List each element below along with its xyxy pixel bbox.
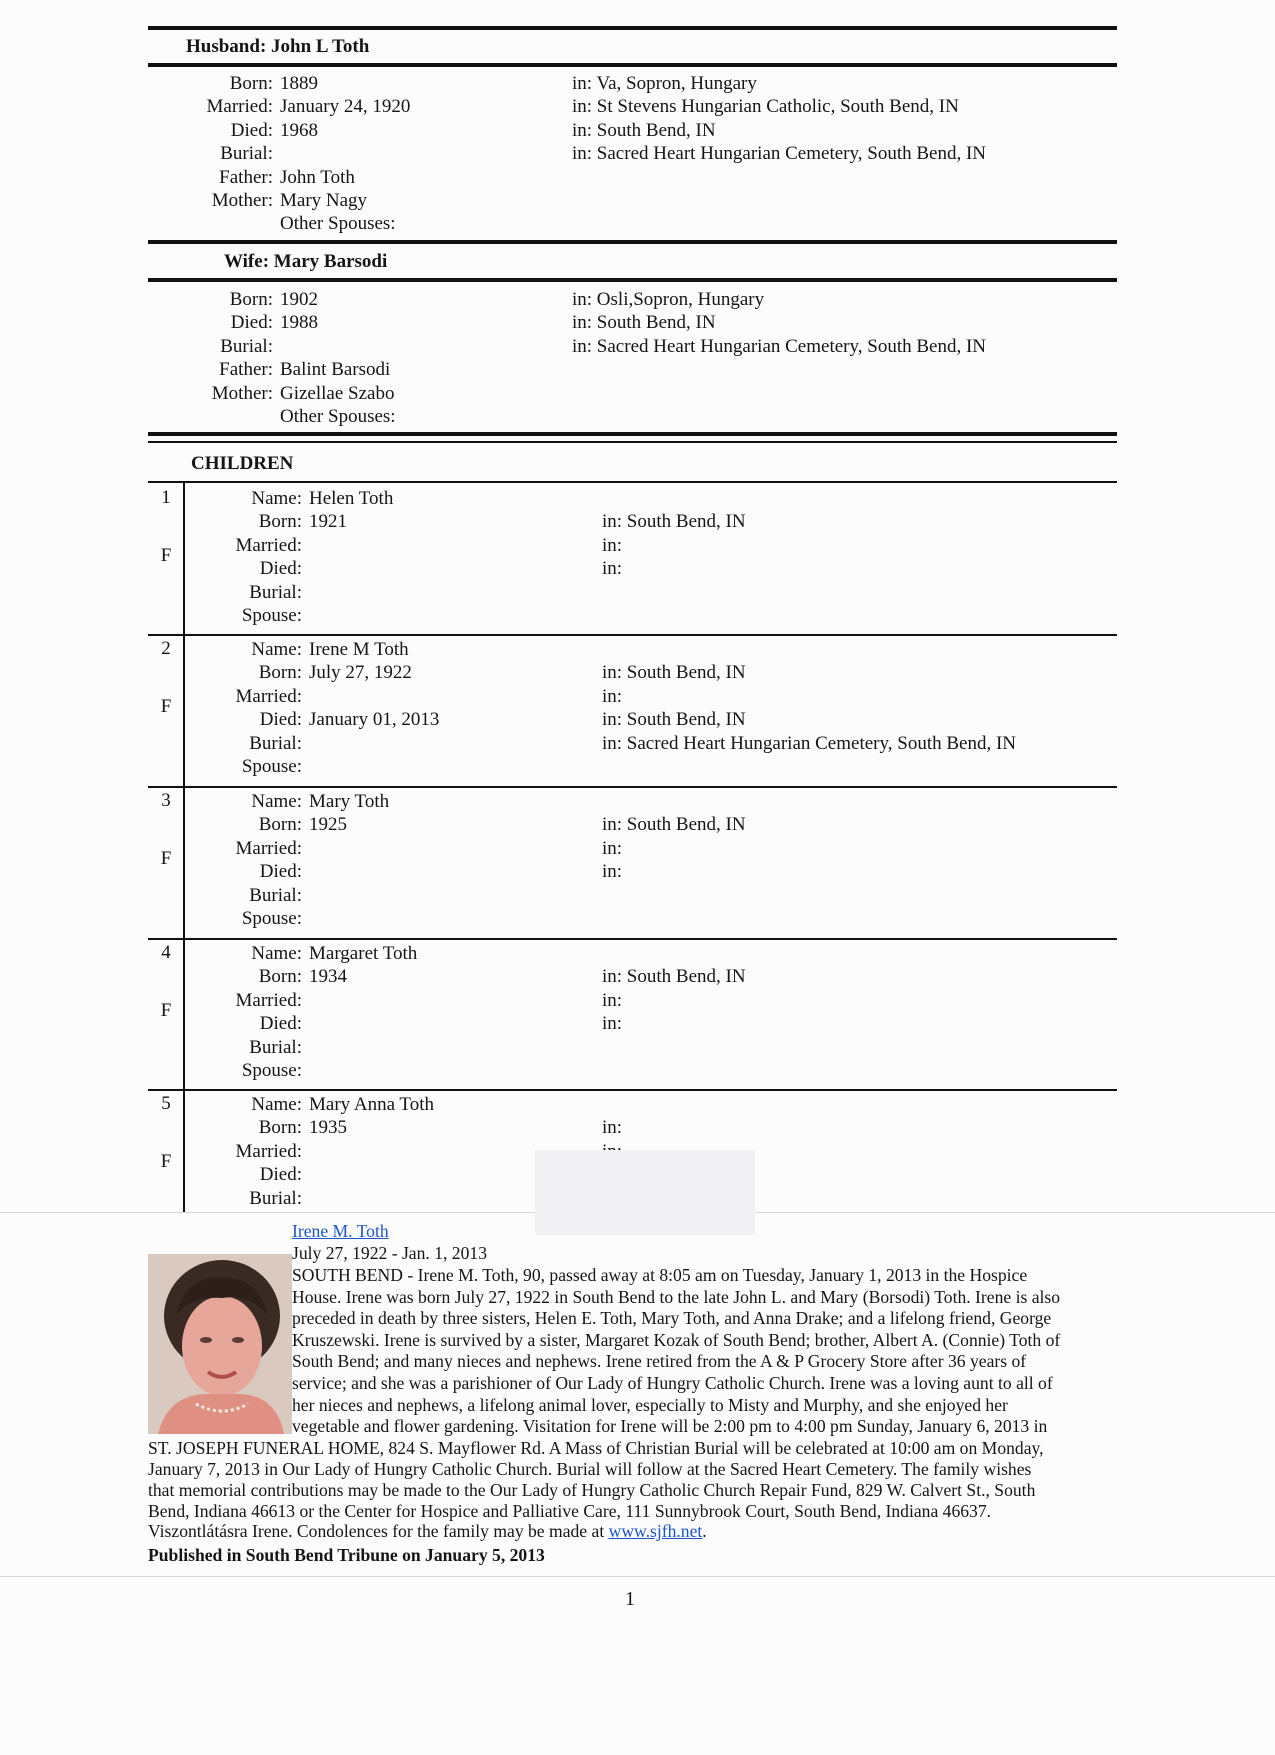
child-row-label: Married: bbox=[235, 837, 302, 859]
child-column-divider bbox=[183, 786, 185, 938]
husband-row-place: in: South Bend, IN bbox=[572, 119, 716, 141]
child-row-label: Died: bbox=[259, 861, 302, 883]
obituary-name-link[interactable]: Irene M. Toth bbox=[292, 1221, 389, 1241]
child-sex: F bbox=[160, 545, 172, 566]
child-row-label: Died: bbox=[259, 1013, 302, 1035]
child-row-place: in: bbox=[602, 1117, 623, 1139]
child-row-label: Name: bbox=[251, 791, 302, 812]
child-row-label: Born: bbox=[258, 966, 302, 988]
obituary-line: House. Irene was born July 27, 1922 in South Bend to the late John L. and Mary (Borsodi) Toth. Irene is also bbox=[292, 1286, 1061, 1307]
child-row-place: in: bbox=[602, 558, 623, 580]
child-row-label: Died: bbox=[259, 558, 302, 580]
child-row-value: Margaret Toth bbox=[309, 943, 418, 964]
wife-top-rule bbox=[148, 240, 1117, 244]
top-rule bbox=[148, 26, 1117, 30]
child-row-value: July 27, 1922 bbox=[309, 662, 412, 684]
paper-smudge bbox=[535, 1150, 755, 1235]
wife-heading bbox=[224, 251, 387, 273]
husband-row-place: in: Va, Sopron, Hungary bbox=[572, 73, 757, 94]
child-row-value: 1935 bbox=[309, 1117, 347, 1139]
husband-heading-label: Husband: bbox=[186, 36, 267, 57]
child-row-place: in: bbox=[602, 989, 623, 1011]
husband-row-value: John Toth bbox=[280, 166, 355, 188]
child-row-label: Burial: bbox=[249, 884, 302, 906]
child-column-divider bbox=[183, 483, 185, 634]
child-row-label: Died: bbox=[259, 1164, 302, 1186]
obituary-line: service; and she was a parishioner of Our Lady of Hungry Catholic Church. Irene was a loving aunt to all of bbox=[292, 1373, 1053, 1393]
child-sex: F bbox=[160, 1000, 172, 1021]
obituary-line: vegetable and flower gardening. Visitation for Irene will be 2:00 pm to 4:00 pm Sunday, January 6, 2013 in bbox=[292, 1416, 1048, 1437]
wife-row-place: in: South Bend, IN bbox=[572, 312, 716, 334]
wife-row-label: Born: bbox=[229, 289, 273, 310]
husband-row-place: in: St Stevens Hungarian Catholic, South Bend, IN bbox=[572, 96, 959, 118]
wife-row-label: Mother: bbox=[211, 382, 273, 404]
child-number: 2 bbox=[161, 638, 171, 659]
child-row-label: Married: bbox=[235, 1140, 302, 1162]
wife-heading-label: Wife: bbox=[224, 251, 270, 272]
child-row-label: Burial: bbox=[249, 1036, 302, 1058]
child-row-value: January 01, 2013 bbox=[309, 709, 440, 731]
child-row-label: Died: bbox=[259, 709, 302, 731]
obituary-line: SOUTH BEND - Irene M. Toth, 90, passed away at 8:05 am on Tuesday, January 1, 2013 in the Hospice bbox=[292, 1265, 1028, 1285]
husband-row-value: 1889 bbox=[280, 73, 318, 94]
child-row-value: 1934 bbox=[309, 966, 347, 988]
child-row-label: Married: bbox=[235, 685, 302, 707]
child-number: 1 bbox=[161, 487, 171, 508]
child-row-label: Married: bbox=[235, 989, 302, 1011]
husband-heading-rule bbox=[148, 63, 1117, 67]
child-separator-rule bbox=[148, 786, 1117, 788]
husband-row-label: Died: bbox=[230, 119, 273, 141]
wife-row-value: 1988 bbox=[280, 312, 318, 334]
child-separator-rule bbox=[148, 1089, 1117, 1091]
child-row-place: in: South Bend, IN bbox=[602, 662, 746, 684]
child-column-divider bbox=[183, 634, 185, 786]
obituary-line: preceded in death by three sisters, Helen E. Toth, Mary Toth, and Anna Drake; and a lifelong friend, George bbox=[292, 1308, 1052, 1329]
child-row-value: Irene M Toth bbox=[309, 639, 409, 660]
husband-row-label: Burial: bbox=[220, 143, 273, 165]
obituary-dates: July 27, 1922 - Jan. 1, 2013 bbox=[292, 1243, 487, 1263]
funeral-home-link[interactable]: www.sjfh.net bbox=[608, 1521, 703, 1541]
child-row-label: Burial: bbox=[249, 732, 302, 754]
child-sex: F bbox=[160, 696, 172, 717]
wife-other-spouses: Other Spouses: bbox=[280, 406, 396, 427]
child-row-label: Name: bbox=[251, 488, 302, 509]
child-number: 5 bbox=[161, 1093, 171, 1114]
child-row-label: Name: bbox=[251, 639, 302, 660]
child-row-label: Spouse: bbox=[241, 908, 302, 929]
child-row-value: Helen Toth bbox=[309, 488, 394, 509]
husband-other-spouses: Other Spouses: bbox=[280, 213, 396, 234]
obituary-line: South Bend; and many nieces and nephews. Irene retired from the A & P Grocery Store after 36 years of bbox=[292, 1351, 1027, 1372]
child-row-place: in: bbox=[602, 534, 623, 556]
page-number: 1 bbox=[625, 1588, 635, 1610]
obituary-last-line bbox=[148, 1521, 707, 1542]
child-row-place: in: bbox=[602, 1013, 623, 1035]
wife-heading-rule bbox=[148, 278, 1117, 282]
child-sex: F bbox=[160, 848, 172, 869]
husband-name: John L Toth bbox=[271, 36, 370, 57]
wife-row-value: Balint Barsodi bbox=[280, 359, 391, 381]
child-row-label: Born: bbox=[258, 662, 302, 684]
children-second-rule bbox=[148, 441, 1117, 443]
child-row-value: 1925 bbox=[309, 814, 347, 836]
wife-row-label: Burial: bbox=[220, 335, 273, 357]
child-row-label: Born: bbox=[258, 511, 302, 533]
child-row-value: Mary Toth bbox=[309, 791, 390, 812]
obituary-photo bbox=[148, 1254, 292, 1434]
obituary-line: January 7, 2013 in Our Lady of Hungry Catholic Church. Burial will follow at the Sacred Heart Cemetery. The family wishes bbox=[148, 1459, 1032, 1479]
wife-name: Mary Barsodi bbox=[273, 251, 388, 272]
husband-row-label: Born: bbox=[229, 73, 273, 94]
obituary-line: Bend, Indiana 46613 or the Center for Hospice and Palliative Care, 111 Sunnybrook Court, South Bend, Indiana 46637. bbox=[148, 1501, 992, 1521]
child-sex: F bbox=[160, 1151, 172, 1172]
husband-row-value: Mary Nagy bbox=[280, 190, 368, 211]
child-row-place: in: bbox=[602, 685, 623, 707]
obituary-published: Published in South Bend Tribune on January 5, 2013 bbox=[148, 1545, 545, 1565]
child-row-label: Spouse: bbox=[241, 1060, 302, 1081]
wife-row-value: Gizellae Szabo bbox=[280, 382, 395, 404]
husband-row-value: 1968 bbox=[280, 119, 318, 141]
child-row-place: in: bbox=[602, 837, 623, 859]
wife-row-value: 1902 bbox=[280, 289, 318, 310]
wife-row-label: Died: bbox=[230, 312, 273, 334]
child-row-label: Spouse: bbox=[241, 756, 302, 777]
husband-row-label: Mother: bbox=[211, 190, 273, 211]
child-row-place: in: South Bend, IN bbox=[602, 709, 746, 731]
child-separator-rule bbox=[148, 938, 1117, 940]
child-row-label: Name: bbox=[251, 943, 302, 964]
child-column-divider bbox=[183, 1089, 185, 1213]
clipping-bottom-edge bbox=[0, 1576, 1275, 1577]
child-row-place: in: South Bend, IN bbox=[602, 511, 746, 533]
husband-row-place: in: Sacred Heart Hungarian Cemetery, South Bend, IN bbox=[572, 143, 987, 165]
child-row-label: Born: bbox=[258, 1117, 302, 1139]
child-row-label: Burial: bbox=[249, 581, 302, 603]
husband-heading bbox=[186, 36, 369, 58]
child-row-place: in: South Bend, IN bbox=[602, 814, 746, 836]
obituary-last-line-text: Viszontlátásra Irene. Condolences for the family may be made at bbox=[148, 1521, 609, 1541]
children-heading: CHILDREN bbox=[191, 453, 294, 474]
obituary-line: that memorial contributions may be made to the Our Lady of Hungry Catholic Church Repair Fund, 829 W. Calvert St., South bbox=[148, 1480, 1036, 1500]
child-row-label: Spouse: bbox=[241, 605, 302, 626]
child-row-place: in: Sacred Heart Hungarian Cemetery, South Bend, IN bbox=[602, 732, 1017, 754]
wife-row-place: in: Osli,Sopron, Hungary bbox=[572, 289, 765, 310]
husband-row-label: Father: bbox=[219, 166, 273, 188]
obituary-last-line-end: . bbox=[702, 1521, 707, 1541]
children-heading-rule bbox=[148, 481, 1117, 483]
husband-row-value: January 24, 1920 bbox=[280, 96, 411, 118]
child-separator-rule bbox=[148, 634, 1117, 636]
child-number: 4 bbox=[161, 942, 171, 963]
child-row-value: 1921 bbox=[309, 511, 347, 533]
wife-row-place: in: Sacred Heart Hungarian Cemetery, South Bend, IN bbox=[572, 335, 987, 357]
child-row-label: Burial: bbox=[249, 1187, 302, 1209]
child-column-divider bbox=[183, 938, 185, 1089]
child-row-place: in: bbox=[602, 861, 623, 883]
portrait-image bbox=[148, 1254, 292, 1434]
children-top-rule bbox=[148, 432, 1117, 436]
child-row-label: Name: bbox=[251, 1094, 302, 1115]
child-row-label: Married: bbox=[235, 534, 302, 556]
obituary-line: her nieces and nephews, a lifelong animal lover, especially to Misty and Murphy, and she enjoyed her bbox=[292, 1394, 1008, 1415]
wife-row-label: Father: bbox=[219, 359, 273, 381]
child-row-place: in: South Bend, IN bbox=[602, 966, 746, 988]
obituary-line: Kruszewski. Irene is survived by a sister, Margaret Kozak of South Bend; brother, Albert A. (Connie) Toth of bbox=[292, 1329, 1061, 1350]
child-number: 3 bbox=[161, 790, 171, 811]
child-row-label: Born: bbox=[258, 814, 302, 836]
child-row-value: Mary Anna Toth bbox=[309, 1094, 434, 1115]
obituary-line: ST. JOSEPH FUNERAL HOME, 824 S. Mayflower Rd. A Mass of Christian Burial will be celebrated at 10:00 am on Monday, bbox=[148, 1438, 1044, 1458]
husband-row-label: Married: bbox=[206, 96, 273, 118]
